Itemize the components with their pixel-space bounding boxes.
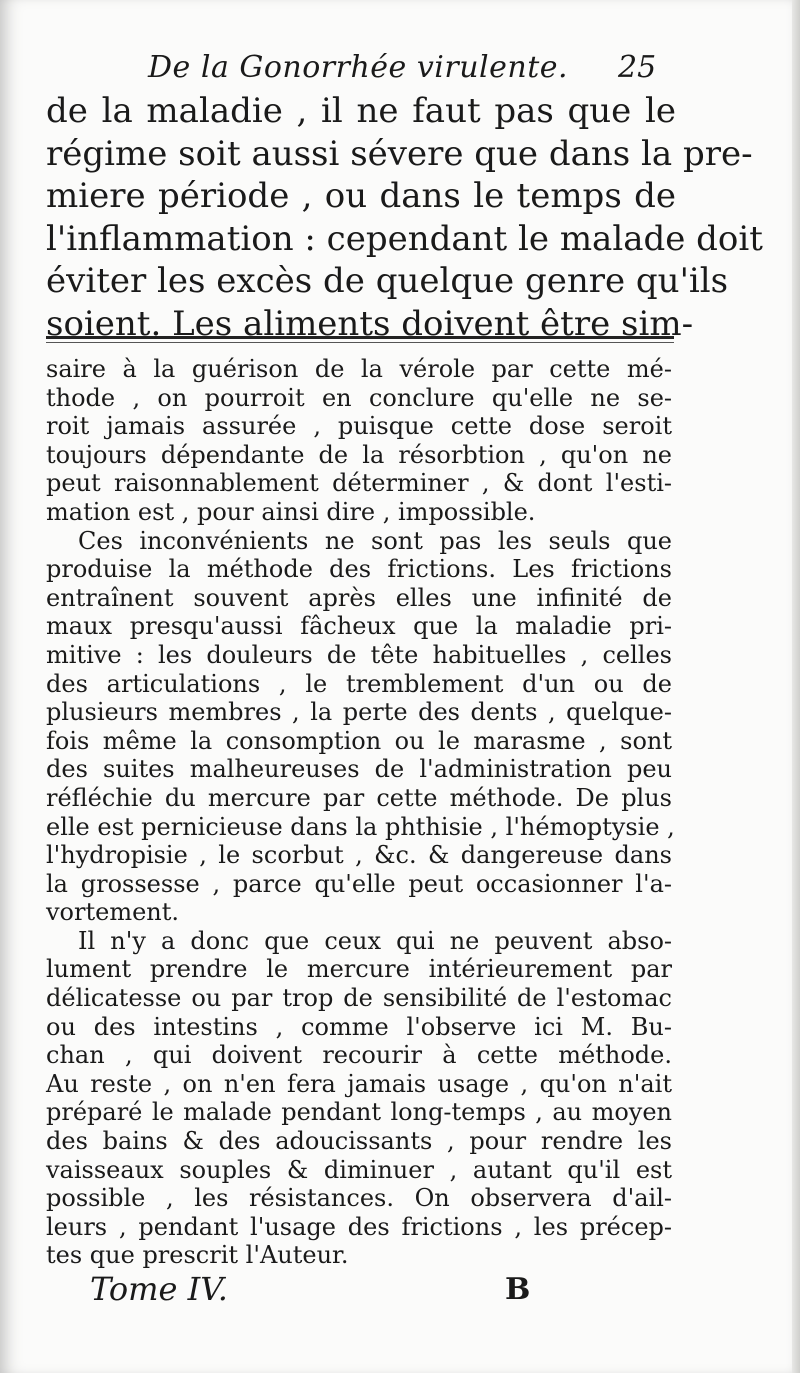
page-number: 25: [618, 50, 657, 85]
footnote-line: mitive : les douleurs de tête habituelles , celles: [46, 640, 672, 669]
footnote-line: délicatesse ou par trop de sensibilité de l'estomac: [46, 984, 672, 1013]
footnote-line: des bains & des adoucissants , pour rendre les: [46, 1127, 672, 1156]
footnote-line: vortement.: [46, 898, 180, 927]
footnote-line: leurs , pendant l'usage des frictions , les précep-: [46, 1212, 672, 1241]
footnote-line: vaisseaux souples & diminuer , autant qu'il est: [46, 1155, 672, 1184]
footnote-line: lument prendre le mercure intérieurement par: [46, 955, 672, 984]
footnote-line: la grossesse , parce qu'elle peut occasionner l'a-: [46, 869, 672, 898]
footnote-line: fois même la consomption ou le marasme , sont: [46, 726, 672, 755]
footnote-line: mation est , pour ainsi dire , impossible.: [46, 497, 536, 526]
footnote-line: toujours dépendante de la résorbtion , qu'on ne: [46, 440, 672, 469]
footnote-line: réfléchie du mercure par cette méthode. De plus: [46, 783, 672, 812]
footnote-line: chan , qui doivent recourir à cette méthode.: [46, 1041, 672, 1070]
footnote-line: maux presqu'aussi fâcheux que la maladie pri-: [46, 612, 672, 641]
footnote-divider-thin: [46, 342, 674, 343]
footnote-line: thode , on pourroit en conclure qu'elle ne se-: [46, 383, 672, 412]
footnote-line: saire à la guérison de la vérole par cette mé-: [46, 355, 672, 383]
footnote-divider: [46, 336, 674, 339]
footnote-line: produise la méthode des frictions. Les frictions: [46, 555, 672, 584]
main-text-line: éviter les excès de quelque genre qu'ils: [46, 261, 729, 301]
main-text-line: soient. Les aliments doivent être sim-: [46, 303, 694, 344]
main-text-line: miere période , ou dans le temps de: [46, 176, 676, 216]
footnote-line: ou des intestins , comme l'observe ici M. Bu-: [46, 1012, 672, 1041]
signature-mark: B: [505, 1272, 531, 1307]
main-text-line: régime soit aussi sévere que dans la pre-: [46, 133, 753, 174]
footnote-line: peut raisonnablement déterminer , & dont l'esti-: [46, 469, 672, 498]
main-text-line: l'inflammation : cependant le malade doit: [46, 218, 763, 259]
footnote-line: roit jamais assurée , puisque cette dose seroit: [46, 412, 672, 441]
running-title: De la Gonorrhée virulente.: [148, 50, 569, 85]
footnote-line: plusieurs membres , la perte des dents , quelque-: [46, 698, 672, 727]
volume-label: Tome IV.: [90, 1270, 228, 1308]
footnote-line: des articulations , le tremblement d'un ou de: [46, 669, 672, 698]
footnote-line: Au reste , on n'en fera jamais usage , qu'on n'ait: [46, 1069, 672, 1098]
footnote-line: préparé le malade pendant long-temps , au moyen: [46, 1098, 672, 1127]
main-text-block: [46, 90, 763, 345]
main-text-line: de la maladie , il ne faut pas que le: [46, 91, 676, 131]
footnote-line: tes que prescrit l'Auteur.: [46, 1241, 349, 1270]
footnote-line: possible , les résistances. On observera d'ail-: [46, 1184, 672, 1213]
footnote-line: elle est pernicieuse dans la phthisie , l'hémoptysie ,: [46, 812, 675, 841]
footnote-line: Il n'y a donc que ceux qui ne peuvent abso-: [78, 926, 672, 955]
footnote-line: des suites malheureuses de l'administration peu: [46, 755, 672, 784]
footnote-line: Ces inconvénients ne sont pas les seuls que: [78, 526, 672, 555]
page-edge: [792, 0, 800, 1373]
footnote-block: [46, 355, 675, 1270]
footnote-line: entraînent souvent après elles une infinité de: [46, 583, 672, 612]
footnote-line: l'hydropisie , le scorbut , &c. & dangereuse dans: [46, 841, 672, 870]
